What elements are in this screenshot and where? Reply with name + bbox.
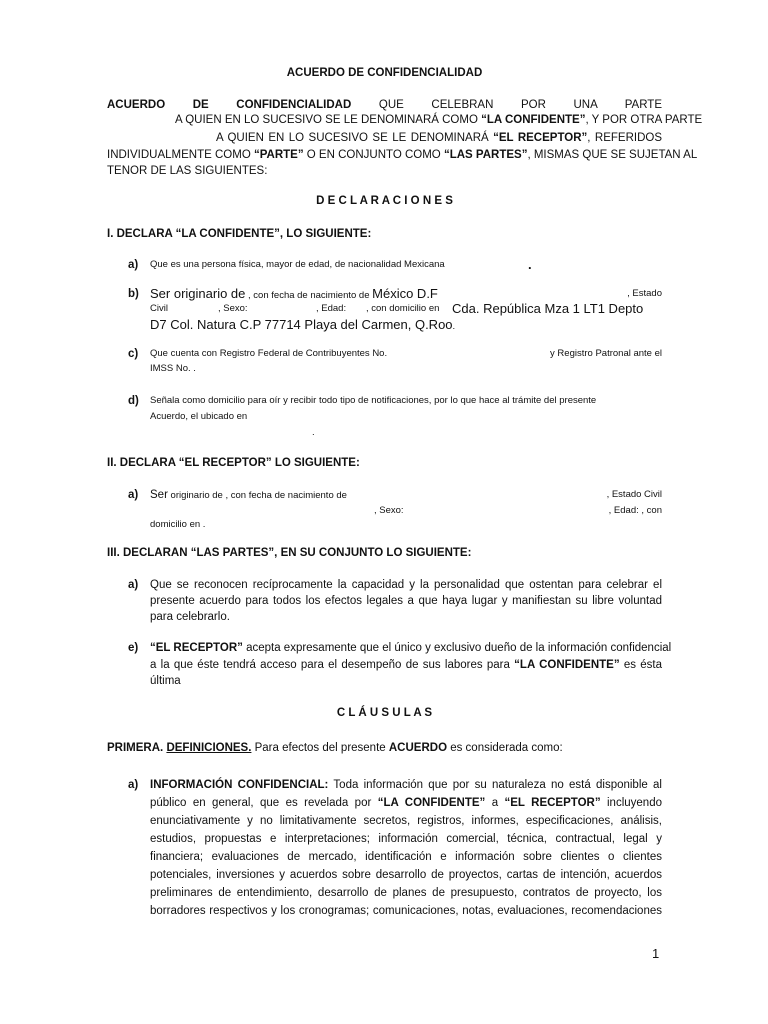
sec1-item-b-line-1: Ser originario de , con fecha de nacimiento de México D.F , Estado	[150, 286, 662, 301]
sec1-item-c-line-2: IMSS No. .	[150, 363, 196, 374]
info-line-1: INFORMACIÓN CONFIDENCIAL: Toda información que por su naturaleza no está disponible al	[150, 779, 662, 791]
item-marker: a)	[128, 779, 139, 791]
section-3-heading: III. DECLARAN “LAS PARTES”, EN SU CONJUNTO LO SIGUIENTE:	[107, 547, 472, 559]
sec3-item-a-line-1: Que se reconocen recíprocamente la capacidad y la personalidad que ostentan para celebrar el	[150, 579, 662, 591]
document-page: ACUERDO DE CONFIDENCIALIDAD ACUERDO DE CONFIDENCIALIDAD QUE CELEBRAN POR UNA PARTE A QUIEN EN LO SUCESIVO SE LE DENOMINARÁ COMO “LA CONFIDENTE”, Y POR OTRA PARTE A QUIEN EN LO SUCESIVO SE LE DENOMINARÁ “EL RECEPTOR”, REFERIDOS INDIVIDUALMENTE COMO “PARTE” O EN CONJUNTO COMO “LAS PARTES”, MISMAS QUE SE SUJETAN AL TENOR DE LAS SIGUIENTES: D E C L A R A C I O N E S I. DECLARA “LA CONFIDENTE”, LO SIGUIENTE: a) Que es una persona física, mayor de edad, de nacionalidad Mexicana . b) Ser originario de , con fecha de nacimiento de México D.F , Estado Civil , Sexo: , Edad: , con domicilio en Cda. República Mza 1 LT1 Depto D7 Col. Natura C.P 77714 Playa del Carmen, Q.Roo. c) Que cuenta con Registro Federal de Contribuyentes No. y Registro Patronal ante el IMSS No. . d) Señala como domicilio para oír y recibir todo tipo de notificaciones, por lo que hace al trámite del presente Acuerdo, el ubicado en . II. DECLARA “EL RECEPTOR” LO SIGUIENTE: a) Ser originario de , con fecha de nacimiento de , Estado Civil , Sexo: , Edad: , con domicilio en . III. DECLARAN “LAS PARTES”, EN SU CONJUNTO LO SIGUIENTE: a) Que se reconocen recíprocamente la capacidad y la personalidad que ostentan para celebrar el presente acuerdo para todos los efectos legales a que haya lugar y manifiestan su libre voluntad para celebrarlo. e) “EL RECEPTOR” acepta expresamente que el único y exclusivo dueño de la información confidencial a la que éste tendrá acceso para el desempeño de sus labores para “LA CONFIDENTE” es ésta última C L Á U S U L A S PRIMERA. DEFINICIONES. Para efectos del presente ACUERDO es considerada como: a) INFORMACIÓN CONFIDENCIAL: Toda información que por su naturaleza no está disponible al público en general, que es revelada por “LA CONFIDENTE” a “EL RECEPTOR” incluyendo enunciativamente y no limitativamente secretos, registros, informes, especificaciones, análisis, estudios, propuestas e interpretaciones; información comercial, técnica, contractual, legal y financiera; evaluaciones de mercado, identificación e información sobre clientes o clientes potenciales, inversiones y acuerdos sobre desarrollo de proyectos, cartas de intención, acuerdos preliminares de entendimiento, desarrollo de planes de presupuesto, contratos de proyecto, los borradores respectivos y los cronogramas; comunicaciones, notas, evaluaciones, recomendaciones 1	[0, 0, 768, 1024]
item-marker: a)	[128, 579, 139, 591]
info-line-2: público en general, que es revelada por “LA CONFIDENTE” a “EL RECEPTOR” incluyendo	[150, 797, 662, 809]
info-line-8: borradores respectivos y los cronogramas; comunicaciones, notas, evaluaciones, recomendaciones	[150, 905, 662, 917]
info-line-4: estudios, propuestas e interpretaciones; información comercial, técnica, contractual, legal y	[150, 833, 662, 845]
info-line-7: preliminares de entendimiento, desarrollo de planes de presupuesto, contratos de proyecto, los	[150, 887, 662, 899]
item-marker: b)	[128, 288, 139, 300]
info-line-5: financiera; evaluaciones de mercado, identificación e información sobre clientes o clientes	[150, 851, 662, 863]
declaraciones-heading: D E C L A R A C I O N E S	[316, 195, 453, 207]
intro-line-5: TENOR DE LAS SIGUIENTES:	[107, 165, 268, 177]
sec1-item-b-line-2: Civil , Sexo: , Edad: , con domicilio en Cda. República Mza 1 LT1 Depto	[150, 301, 644, 316]
sec3-item-e-line-3: última	[150, 675, 181, 687]
sec1-item-d-line-3: .	[312, 427, 315, 438]
clause-primera: PRIMERA. DEFINICIONES. Para efectos del presente ACUERDO es considerada como:	[107, 742, 563, 754]
info-line-6: potenciales, inversiones y acuerdos sobre desarrollo de proyectos, cartas de intención, acuerdos	[150, 869, 662, 881]
info-line-3: enunciativamente y no limitativamente secretos, registros, informes, especificaciones, análisis,	[150, 815, 662, 827]
item-marker: a)	[128, 259, 139, 271]
sec1-item-d-line-1: Señala como domicilio para oír y recibir todo tipo de notificaciones, por lo que hace al trámite del presente	[150, 395, 597, 406]
section-1-heading: I. DECLARA “LA CONFIDENTE”, LO SIGUIENTE:	[107, 228, 372, 240]
sec1-item-c-line-1: Que cuenta con Registro Federal de Contribuyentes No. y Registro Patronal ante el	[150, 348, 662, 359]
item-marker: c)	[128, 348, 139, 360]
sec1-item-a: Que es una persona física, mayor de edad, de nacionalidad Mexicana .	[150, 257, 532, 272]
section-2-heading: II. DECLARA “EL RECEPTOR” LO SIGUIENTE:	[107, 457, 360, 469]
intro-line-2: A QUIEN EN LO SUCESIVO SE LE DENOMINARÁ COMO “LA CONFIDENTE”, Y POR OTRA PARTE	[175, 114, 703, 126]
sec1-item-d-line-2: Acuerdo, el ubicado en	[150, 411, 248, 422]
item-marker: e)	[128, 642, 139, 654]
sec3-item-a-line-2: presente acuerdo para todos los efectos legales a que haya lugar y manifiestan su libre voluntad	[150, 595, 662, 607]
sec3-item-e-line-1: “EL RECEPTOR” acepta expresamente que el único y exclusivo dueño de la información confidencial	[150, 642, 672, 654]
item-marker: a)	[128, 489, 139, 501]
intro-line-4: INDIVIDUALMENTE COMO “PARTE” O EN CONJUNTO COMO “LAS PARTES”, MISMAS QUE SE SUJETAN AL	[107, 149, 698, 161]
intro-line-3: A QUIEN EN LO SUCESIVO SE LE DENOMINARÁ “EL RECEPTOR”, REFERIDOS	[216, 132, 662, 144]
sec2-item-a-line-3: domicilio en .	[150, 519, 206, 530]
sec1-item-b-line-3: D7 Col. Natura C.P 77714 Playa del Carmen, Q.Roo.	[150, 317, 456, 332]
sec3-item-e-line-2: a la que éste tendrá acceso para el desempeño de sus labores para “LA CONFIDENTE” es ésta	[150, 659, 662, 671]
document-title: ACUERDO DE CONFIDENCIALIDAD	[286, 67, 483, 79]
intro-line-1: ACUERDO DE CONFIDENCIALIDAD QUE CELEBRAN POR UNA PARTE	[107, 99, 663, 111]
clausulas-heading: C L Á U S U L A S	[336, 707, 433, 719]
sec2-item-a-line-1: Ser originario de , con fecha de nacimiento de , Estado Civil	[150, 489, 662, 501]
sec3-item-a-line-3: para celebrarlo.	[150, 611, 230, 623]
page-number: 1	[652, 946, 660, 961]
item-marker: d)	[128, 395, 139, 407]
